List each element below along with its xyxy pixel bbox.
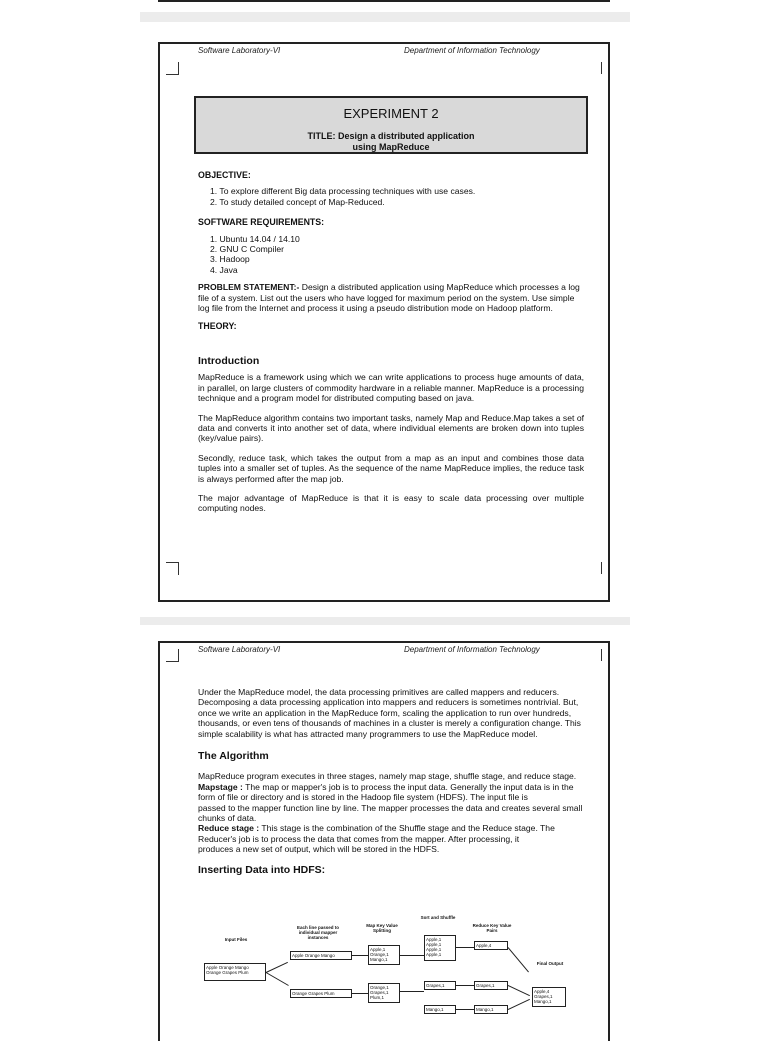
reduce-stage-text: This stage is the combination of the Shuffle stage and the Reduce stage. The Reducer's job is to process the data that comes from the mapper. After processing, it xyxy=(198,823,555,844)
crop-mark xyxy=(601,62,614,74)
final-output-box: Apple,4 Grapes,1 Mango,1 xyxy=(532,987,566,1007)
hdfs-heading: Inserting Data into HDFS: xyxy=(198,863,326,876)
objective-heading: OBJECTIVE: xyxy=(198,170,251,180)
paragraph: The major advantage of MapReduce is that it is easy to scale data processing over multiple computing nodes. xyxy=(198,492,584,514)
document-page-1 xyxy=(158,42,610,602)
page-gap xyxy=(140,617,630,625)
title-text: Design a distributed application using MapReduce xyxy=(337,131,475,152)
arrow xyxy=(352,955,368,956)
arrow xyxy=(352,993,368,994)
shuffle-box: Mango,1 xyxy=(424,1005,456,1014)
mapper-line-box: Apple Orange Mango xyxy=(290,951,352,960)
arrow xyxy=(456,947,474,948)
list-item: 3. Hadoop xyxy=(210,254,250,265)
page2-body xyxy=(198,687,584,875)
map-output-box: Orange,1 Grapes,1 Plum,1 xyxy=(368,983,400,1003)
software-heading: SOFTWARE REQUIREMENTS: xyxy=(198,217,325,228)
algorithm-heading: The Algorithm xyxy=(198,750,269,763)
diagram-label: Each line passed to individual mapper instances xyxy=(296,925,339,940)
mapreduce-diagram xyxy=(198,915,584,1023)
list-item: 2. To study detailed concept of Map-Reduced. xyxy=(210,196,385,207)
page-header-left: Software Laboratory-VI xyxy=(198,645,281,654)
input-file-box: Apple Orange Mango Orange Grapes Plum xyxy=(204,963,266,981)
diagram-label: Reduce Key Value Pairs xyxy=(472,923,512,933)
reduce-box: Grapes,1 xyxy=(474,981,508,990)
arrow xyxy=(456,1009,474,1010)
crop-mark xyxy=(601,562,614,574)
diagram-label: Sort and Shuffle xyxy=(420,915,456,920)
map-stage-label: Mapstage : xyxy=(198,781,243,792)
page-gap xyxy=(140,12,630,22)
arrow xyxy=(266,972,289,986)
shuffle-box: Apple,1 Apple,1 Apple,1 Apple,1 xyxy=(424,935,456,961)
title-label: TITLE: xyxy=(307,131,336,141)
page1-body xyxy=(198,170,584,514)
arrow xyxy=(266,962,288,973)
reduce-box: Mango,1 xyxy=(474,1005,508,1014)
previous-page-edge xyxy=(158,0,610,2)
experiment-number: EXPERIMENT 2 xyxy=(343,106,439,121)
problem-heading: PROBLEM STATEMENT:- xyxy=(198,282,300,293)
diagram-label: Input Files xyxy=(224,937,248,942)
problem-statement xyxy=(198,282,584,313)
software-list xyxy=(210,234,584,276)
list-item: 2. GNU C Compiler xyxy=(210,244,285,255)
arrow xyxy=(456,985,474,986)
map-output-box: Apple,1 Orange,1 Mango,1 xyxy=(368,945,400,965)
paragraph: Under the MapReduce model, the data processing primitives are called mappers and reducers. Decomposing a data processing application into mappers and reducers is sometimes nontrivial. But, once we write an application in the MapReduce form, scaling the application to run over hundreds, thousands, or even tens of thousands of machines in a cluster is merely a configuration change. This simple scalability is what has attracted many programmers to use the MapReduce model. xyxy=(198,687,581,739)
paragraph: MapReduce is a framework using which we can write applications to process huge amounts of data, in parallel, on large clusters of commodity hardware in a reliable manner. MapReduce is a processing technique and a program model for distributed computing based on java. xyxy=(198,372,584,404)
reduce-stage-continued: produces a new set of output, which will be stored in the HDFS. xyxy=(198,844,440,855)
arrow xyxy=(400,991,424,992)
experiment-title-box xyxy=(194,96,588,154)
diagram-label: Final Output xyxy=(536,961,564,966)
list-item: 1. To explore different Big data processing techniques with use cases. xyxy=(210,186,476,197)
problem-text: Design a distributed application using MapReduce which processes a log file of a system. List out the users who have logged for maximum period on the system. Use simple log file from the Internet and process it using a pseudo distribution mode on Hadoop platform. xyxy=(198,282,580,314)
mapper-line-box: Orange Grapes Plum xyxy=(290,989,352,998)
reduce-box: Apple,4 xyxy=(474,941,508,950)
theory-heading: THEORY: xyxy=(198,321,237,332)
list-item: 1. Ubuntu 14.04 / 14.10 xyxy=(210,233,300,244)
diagram-label: Map Key Value Splitting xyxy=(366,923,398,933)
crop-mark xyxy=(166,649,179,662)
crop-mark xyxy=(166,62,179,75)
reduce-stage-label: Reduce stage : xyxy=(198,823,260,834)
experiment-title xyxy=(196,131,586,153)
arrow xyxy=(508,947,529,972)
algorithm-intro: MapReduce program executes in three stages, namely map stage, shuffle stage, and reduce stage. xyxy=(198,771,577,782)
arrow xyxy=(400,955,424,956)
page-header-right: Department of Information Technology xyxy=(404,645,540,654)
paragraph: The MapReduce algorithm contains two important tasks, namely Map and Reduce.Map takes a set of data and converts it into another set of data, where individual elements are broken down into tuples (key/value pairs). xyxy=(198,412,584,444)
map-stage-text: The map or mapper's job is to process the input data. Generally the input data is in the form of file or directory and is stored in the Hadoop file system (HDFS). The input file is xyxy=(198,781,574,803)
arrow xyxy=(508,999,530,1010)
list-item: 4. Java xyxy=(210,264,238,275)
shuffle-box: Grapes,1 xyxy=(424,981,456,990)
paragraph: Secondly, reduce task, which takes the output from a map as an input and combines those data tuples into a smaller set of tuples. As the sequence of the name MapReduce implies, the reduce task is always performed after the map job. xyxy=(198,452,584,484)
arrow xyxy=(508,985,530,996)
reduce-stage-paragraph xyxy=(198,823,584,844)
page-header-right: Department of Information Technology xyxy=(404,46,540,55)
document-page-2 xyxy=(158,641,610,1041)
algorithm-paragraph xyxy=(198,771,584,802)
crop-mark xyxy=(601,649,614,661)
map-stage-continued: passed to the mapper function line by line. The mapper processes the data and creates several small chunks of data. xyxy=(198,802,583,824)
crop-mark xyxy=(166,562,179,575)
intro-heading: Introduction xyxy=(198,354,260,367)
page-header-left: Software Laboratory-VI xyxy=(198,46,281,55)
objective-list xyxy=(210,186,584,207)
